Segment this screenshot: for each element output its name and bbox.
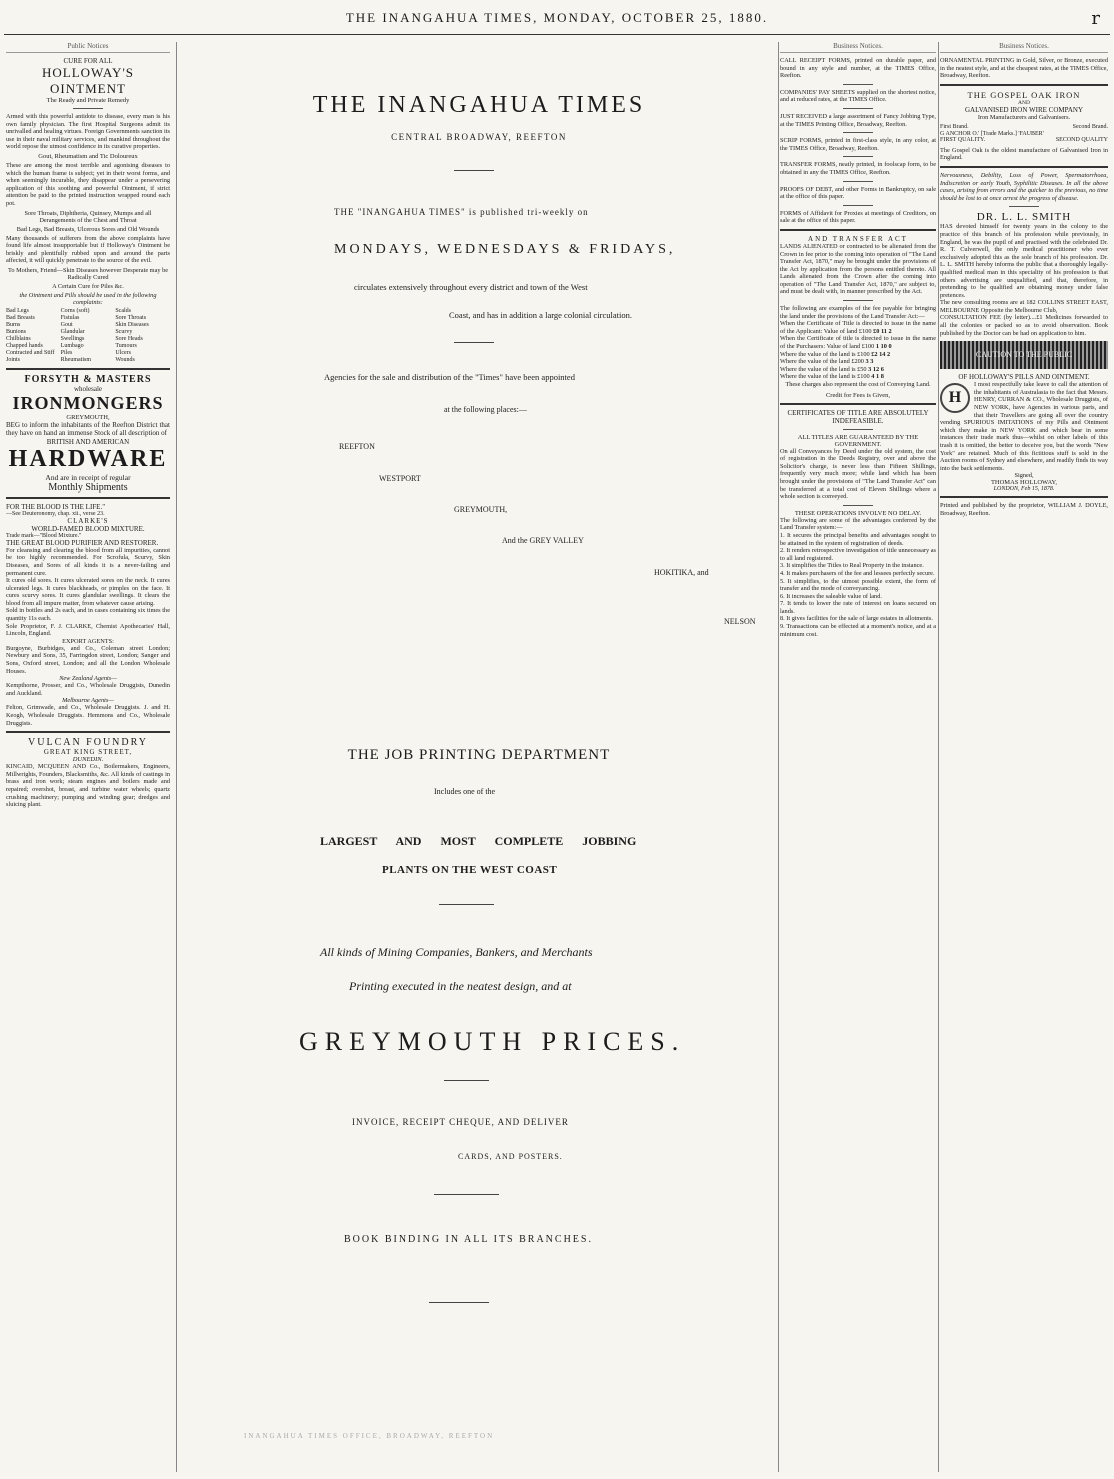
list-item: Glandular xyxy=(60,328,85,335)
column-divider xyxy=(938,42,939,1472)
column-header: Public Notices xyxy=(6,42,170,53)
list-item: Bad Breasts xyxy=(6,314,35,321)
gospel-mfr: Iron Manufacturers and Galvanisers. xyxy=(977,113,1071,121)
certs-title: CERTIFICATES OF TITLE ARE ABSOLUTELY INDEFEASIBLE. xyxy=(787,408,929,425)
trade-marks: G ANCHOR O.' [Trade Marks.] 'FAUBER' xyxy=(940,130,1044,137)
list-item: Scurvy xyxy=(115,328,133,335)
place-item: WESTPORT xyxy=(379,474,421,483)
clarke-body: For cleansing and clearing the blood from all impurities, cannot be too highly recommended. For Scrofula, Scurvy, Skin Diseases, and Sores of all kinds it is a never-failing and permanent cure. xyxy=(6,546,170,577)
trade-mark-seal-icon: H xyxy=(940,383,970,413)
greymouth-prices: GREYMOUTH PRICES. xyxy=(299,1027,686,1056)
complaints-list xyxy=(6,308,170,364)
coast-line: Coast, and has in addition a large colonial circulation. xyxy=(449,310,633,320)
column-divider xyxy=(778,42,779,1472)
guaranteed-title: ALL TITLES ARE GUARANTEED BY THE GOVERNMENT. xyxy=(797,433,919,448)
list-item: Tumours xyxy=(115,342,137,349)
top-rule xyxy=(4,34,1110,35)
notice-forms: FORMS of Affidavit for Proxies at meetings of Creditors, on sale at the office of this paper. xyxy=(780,209,936,225)
notice-transfer: TRANSFER FORMS, neatly printed, in foolscap form, to be obtained in any the TIMES Office, Reefton. xyxy=(780,161,936,176)
masthead xyxy=(0,0,1114,34)
list-item: 2. It renders retrospective investigation of title unnecessary as to all land registered. xyxy=(780,547,936,562)
fee-row: Where the value of the land is £100 4 1 8 xyxy=(780,373,884,381)
list-item: Corns (soft) xyxy=(60,307,90,314)
credit-line: Credit for Fees is Given, xyxy=(825,391,891,399)
brand-second: Second Brand. xyxy=(1072,123,1108,130)
doctor-name: DR. L. L. SMITH xyxy=(976,211,1072,224)
list-item: 1. It secures the principal benefits and advantages sought to be attained in the system of registration of deeds. xyxy=(780,531,936,547)
delay-title: THESE OPERATIONS INVOLVE NO DELAY. xyxy=(794,509,922,517)
list-item: 6. It increases the saleable value of land. xyxy=(780,592,882,600)
gospel-oldest: The Gospel Oak is the oldest manufacture of Galvanised Iron in England. xyxy=(940,146,1108,162)
footer-line: INANGAHUA TIMES OFFICE, BROADWAY, REEFTON xyxy=(244,1432,495,1440)
notice-scrip: SCRIP FORMS, printed in first-class style, in any color, at the TIMES Office, Broadway, Reefton. xyxy=(780,137,936,152)
act-body: LANDS ALIENATED or contracted to be alienated from the Crown in fee prior to the coming into operation of "The Land Transfer Act, 1870," may be brought under the provisions of the Act by application from the persons entitled thereto. All Lands alienated from the Crown after the coming into operation of "The Land Transfer Act, 1870," are subject to, and must be dealt with, in manner prescribed by the Act. xyxy=(780,242,936,296)
holloway-list-title: the Ointment and Pills should be used in the following complaints: xyxy=(19,291,157,306)
right-column-2 xyxy=(940,42,1108,1472)
fee-examples: The following are examples of the fee payable for bringing the land under the provisions of the Land Transfer Act:— xyxy=(780,305,936,320)
holloway-mothers: To Mothers, Friend—Skin Diseases however Desperate may be Radically Cured xyxy=(7,266,169,281)
clarke-deut: —See Deuteronomy, chap. xii., verse 23. xyxy=(6,510,105,517)
left-column xyxy=(6,42,170,1472)
clarke-nz: New Zealand Agents— xyxy=(59,675,117,683)
places-intro: at the following places:— xyxy=(444,405,527,414)
forsyth-monthly: Monthly Shipments xyxy=(48,481,128,493)
forsyth-receipt: And are in receipt of regular xyxy=(45,472,131,482)
page-title: THE INANGAHUA TIMES xyxy=(312,92,646,118)
guaranteed-body: On all Conveyances by Deed under the old system, the cost of registration in the Deeds Registry, over and above the Solicitor's charge, is never less than Fifteen Shillings, frequently very much more; while land which has been brought under the provisions of "The Land Transfer Act" can be transferred at a total cost of Eleven Shillings where a whole section is conveyed. xyxy=(780,447,936,501)
notice-pay-sheets: COMPANIES' PAY SHEETS supplied on the shortest notice, and at reduced rates, at the TIMES Office. xyxy=(780,88,936,104)
fee-row: When the Certificate of Title is directed to issue in the name of the Applicant: Value of land £100 £0 11 2 xyxy=(780,320,936,335)
list-item: 8. It gives facilities for the sale of large estates in allotments. xyxy=(780,615,933,623)
job-printing-heading: THE JOB PRINTING DEPARTMENT xyxy=(347,747,611,763)
clarke-agents: Burgoyne, Burbidges, and Co., Coleman street London; Newbury and Sons, 35, Farringdon street, London; Sanger and Sons, Oxford street, London; and all the London Wholesale Houses. xyxy=(6,644,170,675)
list-item: Bad Legs xyxy=(6,307,29,314)
right-column-1 xyxy=(780,42,936,1472)
forsyth-british: BRITISH AND AMERICAN xyxy=(46,437,130,446)
plants-line: PLANTS ON THE WEST COAST xyxy=(382,864,558,876)
holloway-gout: Gout, Rheumatism and Tic Doloureux xyxy=(38,152,138,160)
forsyth-wholesale: wholesale xyxy=(74,384,102,393)
list-item: Chilblains xyxy=(6,335,31,342)
clarke-mel: Melbourne Agents— xyxy=(62,697,114,705)
place-item: HOKITIKA, and xyxy=(654,568,709,577)
clarke-great: THE GREAT BLOOD PURIFIER AND RESTORER. xyxy=(6,538,159,547)
holloway-body: Armed with this powerful antidote to disease, every man is his own family physician. The first Hospital Surgeons admit its unrivalled and healing virtues. Foreign Governments sanction its use in their naval military services, and mankind throughout the world repose the utmost confidence in its curative properties. xyxy=(6,113,170,151)
list-item: Lumbago xyxy=(60,342,84,349)
holloway-legs: Bad Legs, Bad Breasts, Ulcerous Sores and Old Wounds xyxy=(16,225,160,233)
gospel-and: AND xyxy=(1018,99,1030,106)
includes-line: Includes one of the xyxy=(434,787,496,796)
clarke-mel-names: Felton, Grimwade, and Co., Wholesale Druggists. J. and H. Keogh, Wholesale Druggists. Hemmons and Co., Wholesale Druggists. xyxy=(6,704,170,727)
clarke-blood: FOR THE BLOOD IS THE LIFE." xyxy=(6,502,106,511)
list-item: Swellings xyxy=(60,335,85,342)
nervousness-notice: Nervousness, Debility, Loss of Power, Spermatorrhoea, Indiscretion or early Youth, Syphilitic Diseases. In all the above cases, arising from errors and the quicker to the previous, no time should be lost to at once arrest the progress of disease. xyxy=(940,171,1108,202)
column-header: Business Notices. xyxy=(940,42,1108,53)
days-line: MONDAYS, WEDNESDAYS & FRIDAYS, xyxy=(334,242,676,257)
list-item: 3. It simplifies the Titles to Real Property in the instance. xyxy=(780,562,924,570)
brands xyxy=(940,124,1108,131)
clarke-sold: Sold in bottles and 2s each, and in cases containing six times the quantity 11s each. xyxy=(6,607,170,623)
vulcan-body: KINCAID, MCQUEEN AND Co., Boilermakers, Engineers, Millwrights, Founders, Blacksmiths, &c. All kinds of castings in brass and iron work; steam engines and boilers made and repaired; overshot, breast, and turbine water wheels; quartz crushing machinery; pumping and winding gear; dredges and sluicing plant. xyxy=(6,763,170,809)
list-item: Burns xyxy=(6,321,21,328)
vulcan-street: GREAT KING STREET, xyxy=(43,748,133,757)
holloway-caution-title: OF HOLLOWAY'S PILLS AND OINTMENT. xyxy=(958,373,1090,382)
caution-banner-image: CAUTION TO THE PUBLIC xyxy=(940,341,1108,369)
signer-name: THOMAS HOLLOWAY, xyxy=(990,479,1058,487)
cards-line: CARDS, AND POSTERS. xyxy=(458,1152,563,1161)
holloway-heading: HOLLOWAY'S OINTMENT xyxy=(41,65,135,96)
list-item: Piles xyxy=(60,349,73,356)
list-item: Wounds xyxy=(115,356,135,363)
gospel-galv: GALVANISED IRON WIRE COMPANY xyxy=(964,105,1084,114)
main-advertisement xyxy=(184,42,774,1472)
column-header: Business Notices. xyxy=(780,42,936,53)
fee-row: Where the value of the land is £100 £2 14 2 xyxy=(780,350,891,358)
forsyth-place: GREYMOUTH, xyxy=(66,413,110,421)
list-item: Sore Throats xyxy=(115,314,147,321)
vulcan-name: VULCAN FOUNDRY xyxy=(28,737,148,749)
forsyth-name: FORSYTH & MASTERS xyxy=(24,373,152,385)
all-kinds-line: All kinds of Mining Companies, Bankers, and Merchants xyxy=(320,945,593,959)
forsyth-body: BEG to inform the inhabitants of the Reefton District that they have on hand an immense Stock of all description of xyxy=(6,420,170,438)
list-item: Rheumatism xyxy=(60,356,92,363)
holloway-cure: CURE FOR ALL xyxy=(63,57,113,65)
holloway-throats: Sore Throats, Diphtheria, Quinsey, Mumps and all Derangements of the Chest and Throat xyxy=(24,209,152,224)
clarke-trademark: Trade mark—"Blood Mixture." xyxy=(6,532,82,539)
place-item: REEFTON xyxy=(339,442,375,451)
clarke-nz-names: Kempthorne, Prosser, and Co., Wholesale Druggists, Dunedin and Auckland. xyxy=(6,682,170,697)
holloway-subtitle: The Ready and Private Remedy xyxy=(46,97,130,104)
list-item: Chapped hands xyxy=(6,342,43,349)
quality-second: SECOND QUALITY xyxy=(1055,136,1108,143)
circulates-line: circulates extensively throughout every district and town of the West xyxy=(354,282,588,292)
place-item: GREYMOUTH, xyxy=(454,505,508,514)
advantages-intro: The following are some of the advantages conferred by the Land Transfer system:— xyxy=(780,516,936,532)
agencies-line: Agencies for the sale and distribution of the "Times" have been appointed xyxy=(324,372,575,382)
list-item: Gout xyxy=(60,321,73,328)
printed-by: Printed and published by the proprietor, WILLIAM J. DOYLE, Broadway, Reefton. xyxy=(940,502,1108,517)
notice-proofs: PROOFS OF DEBT, and other Forms in Bankruptcy, on sale at the office of this paper. xyxy=(780,185,936,201)
list-item: Scalds xyxy=(115,307,132,314)
forsyth-iron: IRONMONGERS xyxy=(12,392,164,413)
list-item: 7. It tends to lower the rate of interest on loans secured on lands. xyxy=(780,600,936,615)
signed-date: LONDON, Feb 15, 1878. xyxy=(993,486,1055,493)
largest-line: LARGEST AND MOST COMPLETE JOBBING xyxy=(320,834,637,848)
vulcan-city: DUNEDIN. xyxy=(72,756,104,764)
place-item: NELSON xyxy=(724,617,756,626)
signed-label: Signed, xyxy=(1014,472,1034,480)
clarke-export: EXPORT AGENTS: xyxy=(62,637,114,645)
act-title: AND TRANSFER ACT xyxy=(808,234,908,243)
list-item: Bunions xyxy=(6,328,27,335)
fee-note: These charges also represent the cost of Conveying Land. xyxy=(785,381,931,388)
qualities xyxy=(940,137,1108,144)
fee-row: Where the value of the land is £50 3 12 6 xyxy=(780,365,884,373)
list-item: Ulcers xyxy=(115,349,132,356)
forsyth-hardware: HARDWARE xyxy=(8,445,168,472)
brand-first: First Brand. xyxy=(940,123,969,130)
printing-line: Printing executed in the neatest design, and at xyxy=(349,979,572,993)
list-item: Skin Diseases xyxy=(115,321,149,328)
masthead-title: THE INANGAHUA TIMES, MONDAY, OCTOBER 25, 1880. xyxy=(345,10,769,25)
notice-type: JUST RECEIVED a large assortment of Fancy Jobbing Type, at the TIMES Printing Office, Broadway, Reefton. xyxy=(780,112,936,128)
fee-row: When the Certificate of title is directed to issue in the name of the Purchasers: Value of land £100 1 10 0 xyxy=(780,335,936,351)
fee-row: Where the value of the land £200 3 3 xyxy=(780,358,874,366)
column-divider xyxy=(176,42,177,1472)
doctor-body: HAS devoted himself for twenty years in the colony to the practice of this branch of his profession while previously, in England, he was the pupil of and practised with the celebrated Dr. R. T. Culverwell, the only medical practitioner who ever exclusively adopted this as the sole branch of his profession. Dr. L. L. SMITH hereby informs the public that a thoroughly legally-qualified medical man in this speciality of his profession is that others advertising are unqualified, and that, therefore, in pretending to be qualified are obtaining money under false pretences. xyxy=(940,223,1108,299)
place-item: And the GREY VALLEY xyxy=(502,536,584,545)
list-item: 5. It simplifies, to the utmost possible extent, the form of transfer and the mode of conveyancing. xyxy=(780,577,936,593)
list-item: Contracted and Stiff Joints xyxy=(6,349,55,363)
invoice-line: INVOICE, RECEIPT CHEQUE, AND DELIVER xyxy=(352,1117,569,1127)
doctor-consult: CONSULTATION FEE (by letter)....£1 Medicines forwarded to all the colonies or packed so as to avoid observation. Book published by the Doctor can be had on application to him. xyxy=(940,314,1108,337)
list-item: 4. It makes purchasers of the fee and lessees perfectly secure. xyxy=(780,569,935,577)
published-line: THE "INANGAHUA TIMES" is published tri-weekly on xyxy=(334,207,589,217)
notice-call-receipt: CALL RECEIPT FORMS, printed on durable paper, and bound in any style and number, at the TIMES Office, Reefton. xyxy=(780,57,936,80)
holloway-caution-body: I most respectfully take leave to call the attention of the inhabitants of Australasia to the fact that Messrs. HENRY, CURRAN & CO., Wholesale Druggists, of NEW YORK, have Agencies in various parts, and that their Travellers are going all over the country vending SPURIOUS IMITATIONS of my Pills and Ointment which they make in NEW YORK and which bear in some instances their trade mark thus—whilst on other labels of this trash it is omitted, the better to deceive you, but the words "New York" are retained. Much of this fictitious stuff is sold in the Auction rooms of Sydney and elsewhere, and readily finds its way into the back settlements. xyxy=(940,381,1108,472)
list-item: Fistulas xyxy=(60,314,80,321)
holloway-body2: These are among the most terrible and agonising diseases to which the human frame is subject; yet in their worst forms, and when seemingly incurable, they disappear under a persevering application of this soothing and powerful Ointment, if strict attention be paid to the printed instruction wrapped round each pot. xyxy=(6,161,170,207)
gospel-title: THE GOSPEL OAK IRON xyxy=(967,89,1081,100)
holloway-piles: A Certain Cure for Piles &c. xyxy=(52,282,124,290)
list-item: 9. Transactions can be effected at a moment's notice, and at a minimum cost. xyxy=(780,623,936,638)
clarke-cures: It cures old sores. It cures ulcerated sores on the neck. It cures ulcerated legs. It cures blackheads, or pimples on the face. It cures scurvy sores. It cures glandular swellings. It clears the blood from all impure matter, from whatever cause arising. xyxy=(6,577,170,607)
holloway-body3: Many thousands of sufferers from the above complaints have found life almost insupportable but if Holloway's Ointment be briskly and plentifully rubbed upon and around the parts affected, it will quickly penetrate to the source of the evil. xyxy=(6,234,170,265)
doctor-rooms: The new consulting rooms are at 182 COLLINS STREET EAST, MELBOURNE Opposite the Melbourne Club, xyxy=(940,299,1108,314)
page-corner-mark: r xyxy=(1091,8,1100,29)
clarke-prop: Sole Proprietor, F. J. CLARKE, Chemist Apothecaries' Hall, Lincoln, England. xyxy=(6,622,170,638)
address: CENTRAL BROADWAY, REEFTON xyxy=(391,132,567,142)
quality-first: FIRST QUALITY. xyxy=(940,136,986,143)
list-item: Sore Heads xyxy=(115,335,143,342)
clarke-name: CLARKE'S xyxy=(67,516,109,525)
book-binding-line: BOOK BINDING IN ALL ITS BRANCHES. xyxy=(344,1234,593,1245)
notice-ornamental: ORNAMENTAL PRINTING in Gold, Silver, or Bronze, executed in the neatest style, and at the cheapest rates, at the TIMES Office, Broadway, Reefton. xyxy=(940,57,1108,80)
clarke-mixture: WORLD-FAMED BLOOD MIXTURE. xyxy=(31,524,145,533)
